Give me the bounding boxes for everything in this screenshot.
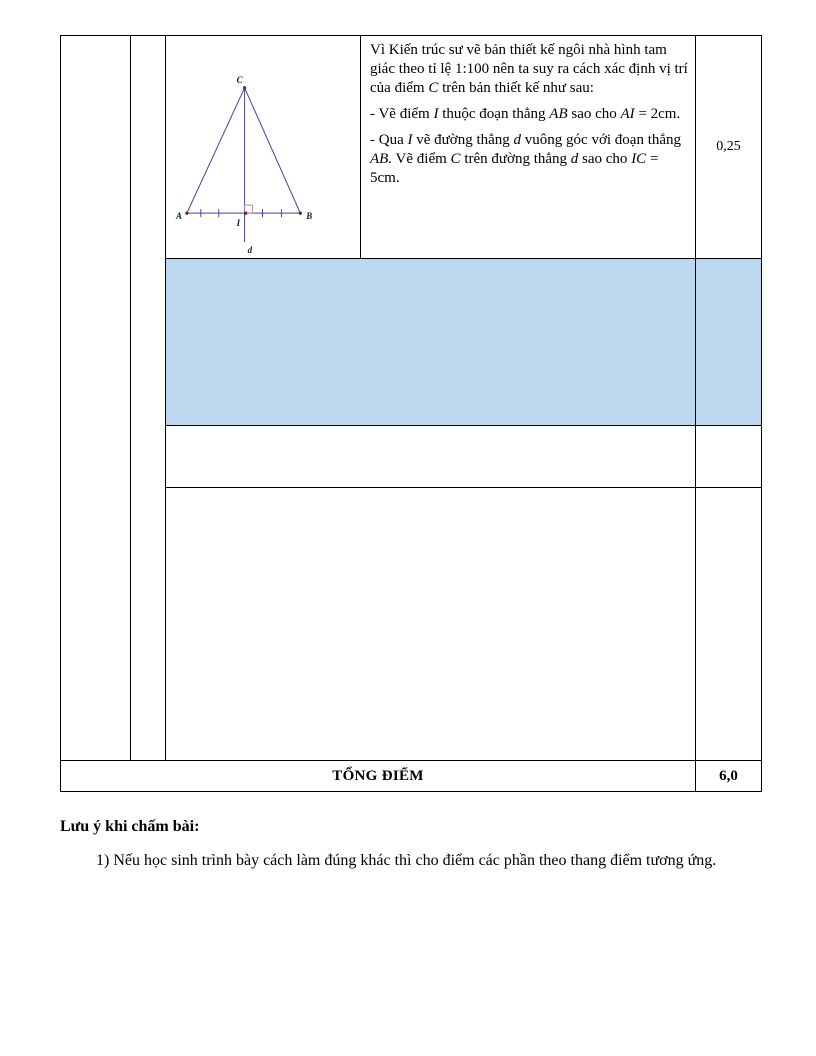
total-label-cell (61, 761, 696, 791)
empty-score-cell-1 (696, 426, 761, 488)
notes-paragraph: 1) Nếu học sinh trình bày cách làm đúng khác thì cho điểm các phần theo thang điểm tương ứng. (96, 852, 717, 869)
notes-heading: Lưu ý khi chấm bài: (60, 818, 200, 835)
point-I (244, 211, 247, 214)
sub-column-cell (131, 36, 166, 761)
label-A: A (175, 211, 182, 222)
label-C: C (236, 74, 243, 85)
geometry-figure (166, 36, 360, 258)
solution-paragraph: Vì Kiến trúc sư vẽ bản thiết kế ngôi nhà hình tam giác theo tỉ lệ 1:100 nên ta suy ra cách xác định vị trí của điểm C trên bản thiết kế như sau: (370, 42, 688, 97)
score-value: 0,25 (716, 139, 741, 154)
rubric-table (60, 35, 762, 792)
empty-score-cell-2 (696, 488, 761, 761)
total-score-cell (696, 761, 761, 791)
label-B: B (306, 211, 313, 222)
empty-row-cell-1 (166, 426, 696, 488)
empty-row-cell-2 (166, 488, 696, 761)
grading-notes (60, 818, 760, 873)
point-C (243, 86, 246, 89)
label-d: d (247, 244, 253, 255)
point-A (185, 211, 188, 214)
triangle-ABC (187, 88, 300, 213)
highlight-score-cell (696, 259, 761, 426)
solution-paragraph: - Qua I vẽ đường thẳng d vuông góc với đoạn thẳng AB. Vẽ điểm C trên đường thẳng d sao cho IC = 5cm. (370, 132, 682, 187)
figure-cell (166, 36, 361, 259)
highlight-row-cell (166, 259, 696, 426)
total-score: 6,0 (719, 767, 738, 784)
solution-paragraphs (370, 41, 688, 188)
label-I: I (236, 218, 241, 229)
left-column-cell (61, 36, 131, 761)
solution-cell (361, 36, 696, 259)
score-cell-row1 (696, 36, 761, 259)
total-label: TỔNG ĐIỂM (332, 767, 424, 784)
solution-paragraph: - Vẽ điểm I thuộc đoạn thẳng AB sao cho AI = 2cm. (370, 106, 681, 123)
point-B (299, 211, 302, 214)
